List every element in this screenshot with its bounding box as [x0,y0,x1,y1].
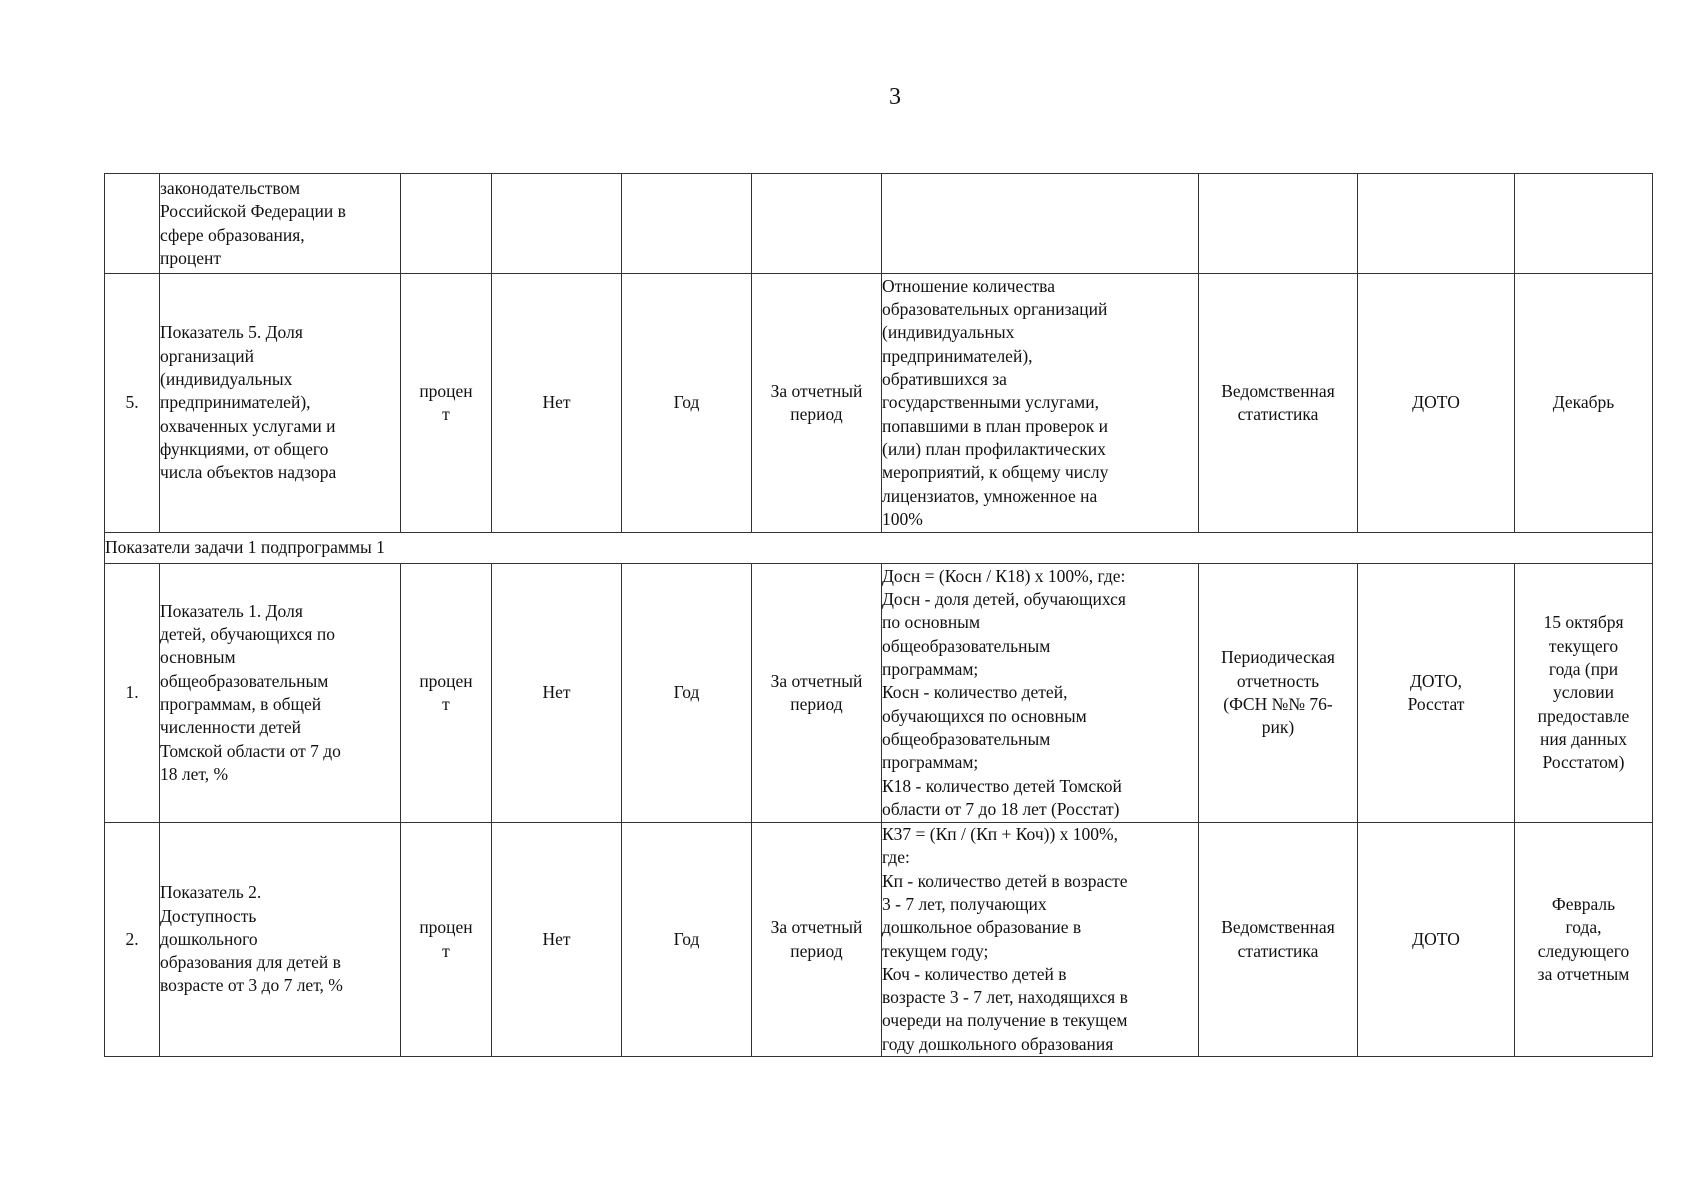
row-number-cell: 5. [105,274,160,533]
section-title: Показатели задачи 1 подпрограммы 1 [105,533,1653,564]
table-row [105,174,1653,274]
formula-cell-line: (индивидуальных [882,322,1015,343]
formula-cell-line: общеобразовательным [882,635,1051,656]
source-cell-line: Периодическая [1221,647,1335,668]
formula-cell-line: Коч - количество детей в [882,963,1067,984]
formula-cell-line: 100% [882,508,923,529]
source-cell-line: статистика [1237,940,1319,961]
frequency-cell [622,174,752,274]
deadline-cell-line: за отчетным [1537,963,1630,984]
responsible-cell-line: ДОТО [1412,392,1460,413]
table-row [105,823,1653,1057]
formula-cell-line: Отношение количества [882,275,1055,296]
unit-cell-line: т [442,694,450,714]
formula-cell-line: где: [882,847,910,868]
indicator-name-cell-line: Томской области от 7 до [160,740,341,761]
deadline-cell-line: года, [1565,917,1602,938]
indicator-name-cell-line: детей, обучающихся по [160,624,335,645]
indicator-name-cell [160,174,401,274]
responsible-cell [1358,564,1515,823]
frequency-cell: Год [622,823,752,1057]
deadline-cell-line: следующего [1537,940,1630,961]
period-cell-line: период [790,940,843,961]
formula-cell-line: К37 = (Кп / (Кп + Коч)) x 100%, [882,824,1119,845]
page-number: 3 [889,84,901,110]
unit-cell [401,174,492,274]
formula-cell-line: обучающихся по основным [882,705,1087,726]
indicator-name-cell [160,823,401,1057]
source-cell-line: рик) [1261,717,1295,738]
indicator-name-cell-line: охваченных услугами и [160,415,336,436]
indicator-name-cell-line: предпринимателей), [160,392,311,413]
unit-cell [401,274,492,533]
period-cell [752,274,882,533]
indicator-name-cell [160,564,401,823]
unit-cell-line: процен [419,670,473,691]
responsible-cell-line: Росстат [1407,694,1465,714]
formula-cell-line: (или) план профилактических [882,438,1106,459]
formula-cell-line: образовательных организаций [882,299,1108,320]
row-number-cell: 1. [105,564,160,823]
formula-cell-line: возрасте 3 - 7 лет, находящихся в [882,987,1128,1008]
row-number-cell: 2. [105,823,160,1057]
period-cell-line: период [790,694,843,714]
period-cell [752,564,882,823]
source-cell [1199,274,1358,533]
period-cell-line: За отчетный [770,380,863,401]
indicator-name-cell-line: общеобразовательным [160,670,329,691]
source-cell [1199,174,1358,274]
formula-cell-line: Кп - количество детей в возрасте [882,870,1128,891]
formula-cell-line: Досн = (Косн / К18) x 100%, где: [882,565,1126,586]
formula-cell [882,174,1199,274]
responsible-cell-line: ДОТО, [1409,670,1463,691]
formula-cell-line: мероприятий, к общему числу [882,462,1109,483]
deadline-cell-line: Февраль [1551,893,1616,914]
indicator-name-cell-line: Показатель 5. Доля [160,322,303,343]
formula-cell-line: Досн - доля детей, обучающихся [882,589,1126,610]
responsible-cell [1358,274,1515,533]
indicator-name-cell-line: Российской Федерации в [160,201,346,222]
indicator-name-cell-line: сфере образования, [160,224,305,245]
indicator-name-cell-line: основным [160,647,236,668]
indicator-name-cell-line: процент [160,247,222,268]
indicator-name-cell-line: (индивидуальных [160,369,293,390]
formula-cell [882,274,1199,533]
source-cell-line: Ведомственная [1221,917,1335,938]
unit-cell [401,564,492,823]
period-cell-line: За отчетный [770,917,863,938]
table-row [105,564,1653,823]
frequency-cell: Год [622,564,752,823]
formula-cell-line: программам; [882,659,979,680]
table-body [105,174,1653,1057]
indicator-name-cell-line: численности детей [160,717,301,738]
section-row [105,533,1653,564]
indicators-table [104,173,1653,1057]
unit-cell-line: т [442,940,450,961]
indicator-name-cell-line: функциями, от общего [160,438,329,459]
flag-cell: Нет [492,823,622,1057]
unit-cell [401,823,492,1057]
responsible-cell-line: ДОТО [1412,928,1460,949]
formula-cell-line: очереди на получение в текущем [882,1010,1128,1031]
table-row [105,274,1653,533]
unit-cell-line: т [442,404,450,424]
deadline-cell-line: предоставле [1537,705,1630,726]
indicator-name-cell-line: законодательством [160,177,301,198]
source-cell-line: отчетность [1236,670,1320,691]
deadline-cell [1515,823,1653,1057]
deadline-cell-line: года (при [1548,659,1619,680]
flag-cell: Нет [492,564,622,823]
frequency-cell: Год [622,274,752,533]
unit-cell-line: процен [419,917,473,938]
indicator-name-cell-line: возрасте от 3 до 7 лет, % [160,975,343,996]
formula-cell-line: государственными услугами, [882,392,1099,413]
formula-cell-line: программам; [882,752,979,773]
deadline-cell-line: 15 октября [1543,612,1624,633]
formula-cell-line: попавшими в план проверок и [882,415,1108,436]
indicator-name-cell-line: Показатель 2. [160,882,262,903]
source-cell-line: (ФСН №№ 76- [1223,694,1333,714]
indicator-name-cell-line: дошкольного [160,928,258,949]
period-cell-line: За отчетный [770,670,863,691]
deadline-cell-line: ния данных [1539,728,1628,749]
formula-cell-line: текущем году; [882,940,989,961]
formula-cell-line: лицензиатов, умноженное на [882,485,1098,506]
source-cell [1199,564,1358,823]
formula-cell-line: области от 7 до 18 лет (Росстат) [882,798,1120,819]
formula-cell-line: Косн - количество детей, [882,682,1068,703]
indicator-name-cell-line: Показатель 1. Доля [160,600,303,621]
unit-cell-line: процен [419,380,473,401]
source-cell [1199,823,1358,1057]
source-cell-line: Ведомственная [1221,380,1335,401]
source-cell-line: статистика [1237,404,1319,424]
formula-cell-line: году дошкольного образования [882,1033,1114,1054]
formula-cell-line: дошкольное образование в [882,917,1082,938]
indicator-name-cell-line: 18 лет, % [160,763,229,784]
formula-cell-line: К18 - количество детей Томской [882,775,1122,796]
responsible-cell [1358,174,1515,274]
indicator-name-cell [160,274,401,533]
indicator-name-cell-line: образования для детей в [160,952,341,973]
deadline-cell [1515,564,1653,823]
deadline-cell-line: Декабрь [1552,392,1615,413]
period-cell-line: период [790,404,843,424]
row-number-cell [105,174,160,274]
formula-cell-line: предпринимателей), [882,345,1033,366]
deadline-cell [1515,274,1653,533]
indicator-name-cell-line: Доступность [160,905,257,926]
formula-cell-line: 3 - 7 лет, получающих [882,893,1047,914]
formula-cell [882,823,1199,1057]
deadline-cell-line: текущего [1548,635,1619,656]
formula-cell-line: обратившихся за [882,369,1007,390]
indicator-name-cell-line: числа объектов надзора [160,462,337,483]
deadline-cell-line: условии [1553,682,1614,703]
flag-cell [492,174,622,274]
deadline-cell [1515,174,1653,274]
deadline-cell-line: Росстатом) [1542,752,1625,773]
responsible-cell [1358,823,1515,1057]
period-cell [752,823,882,1057]
formula-cell-line: по основным [882,612,981,633]
flag-cell: Нет [492,274,622,533]
indicator-name-cell-line: программам, в общей [160,694,322,714]
formula-cell-line: общеобразовательным [882,728,1051,749]
period-cell [752,174,882,274]
indicator-name-cell-line: организаций [160,345,254,366]
formula-cell [882,564,1199,823]
